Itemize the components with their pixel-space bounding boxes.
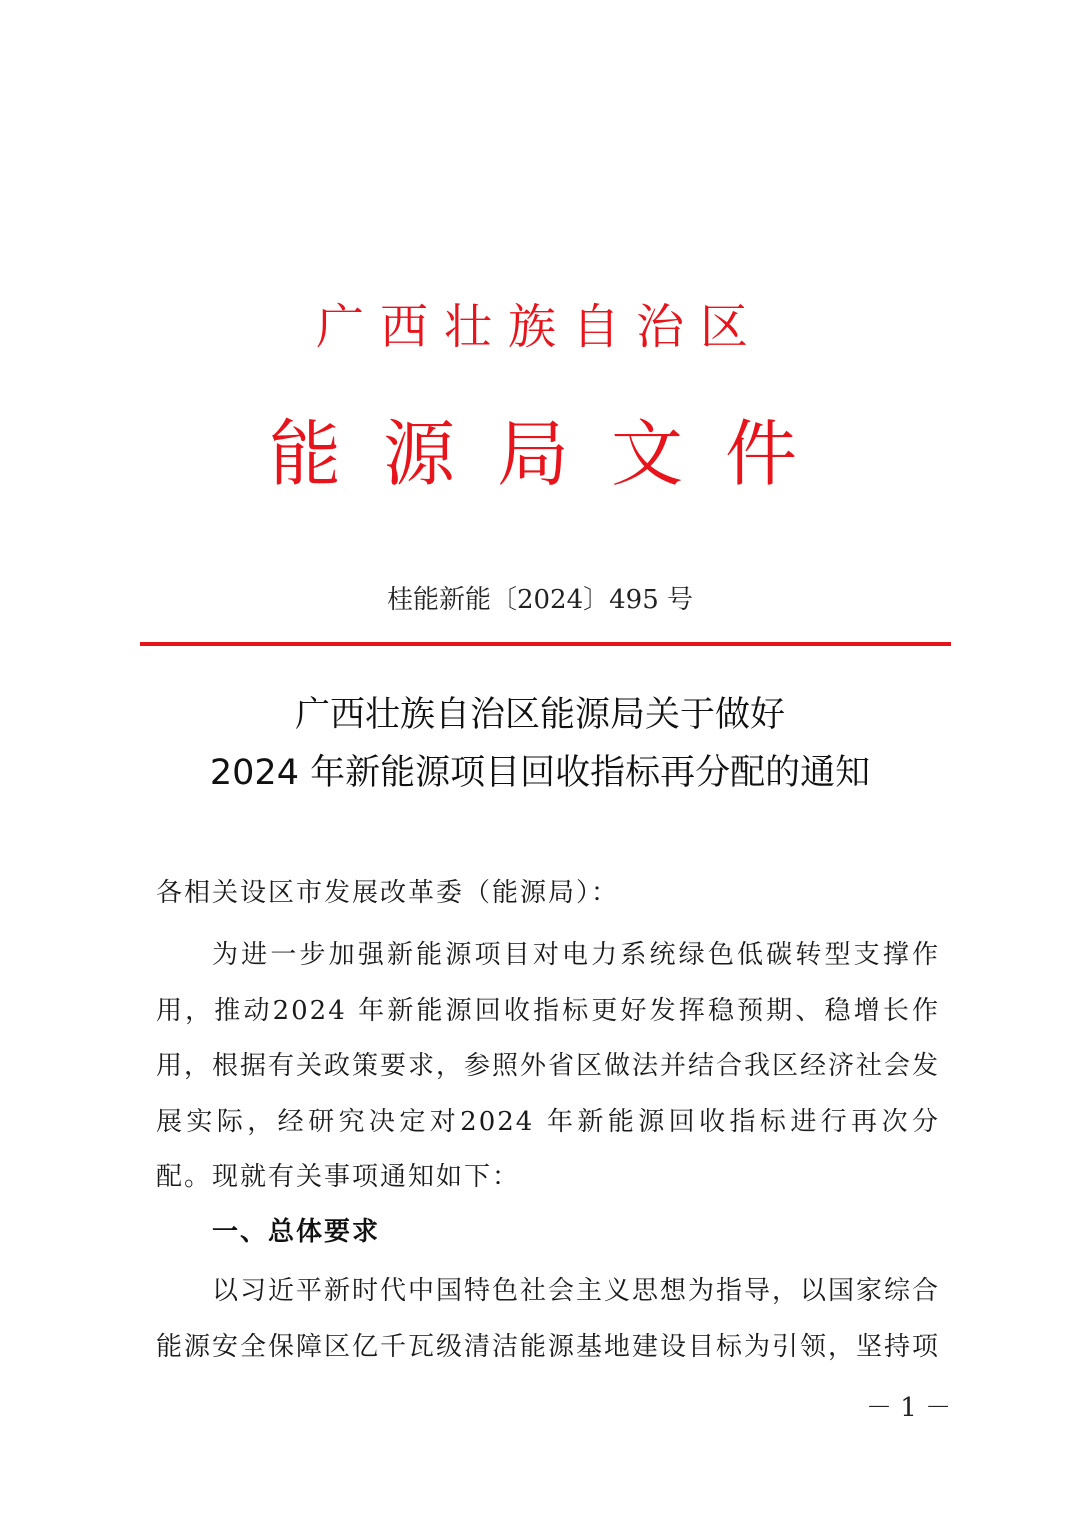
section-heading: 一、总体要求 — [212, 1217, 381, 1247]
intro-paragraph: 为进一步加强新能源项目对电力系统绿色低碳转型支撑作用，推动2024 年新能源回收指标更好发挥稳预期、稳增长作用，根据有关政策要求，参照外省区做法并结合我区经济社会发展实际，经研究决定对2024 年新能源回收指标进行再次分配。现就有关事项通知如下： — [156, 940, 941, 1192]
body-paragraph: 以习近平新时代中国特色社会主义思想为指导，以国家综合能源安全保障区亿千瓦级清洁能源基地建设目标为引领，坚持项 — [156, 1276, 941, 1362]
page-number: － 1 － — [866, 1393, 952, 1423]
issuer-name: 广西壮族自治区 — [315, 299, 764, 355]
title-line-1: 广西壮族自治区能源局关于做好 — [294, 695, 785, 735]
addressee: 各相关设区市发展改革委（能源局）： — [156, 878, 620, 908]
document-type-heading: 能源局文件 — [268, 412, 839, 496]
red-divider-line — [140, 642, 951, 646]
document-title — [0, 690, 1080, 806]
title-line-2: 2024 年新能源项目回收指标再分配的通知 — [209, 753, 871, 793]
document-number: 桂能新能〔2024〕495 号 — [386, 585, 694, 615]
